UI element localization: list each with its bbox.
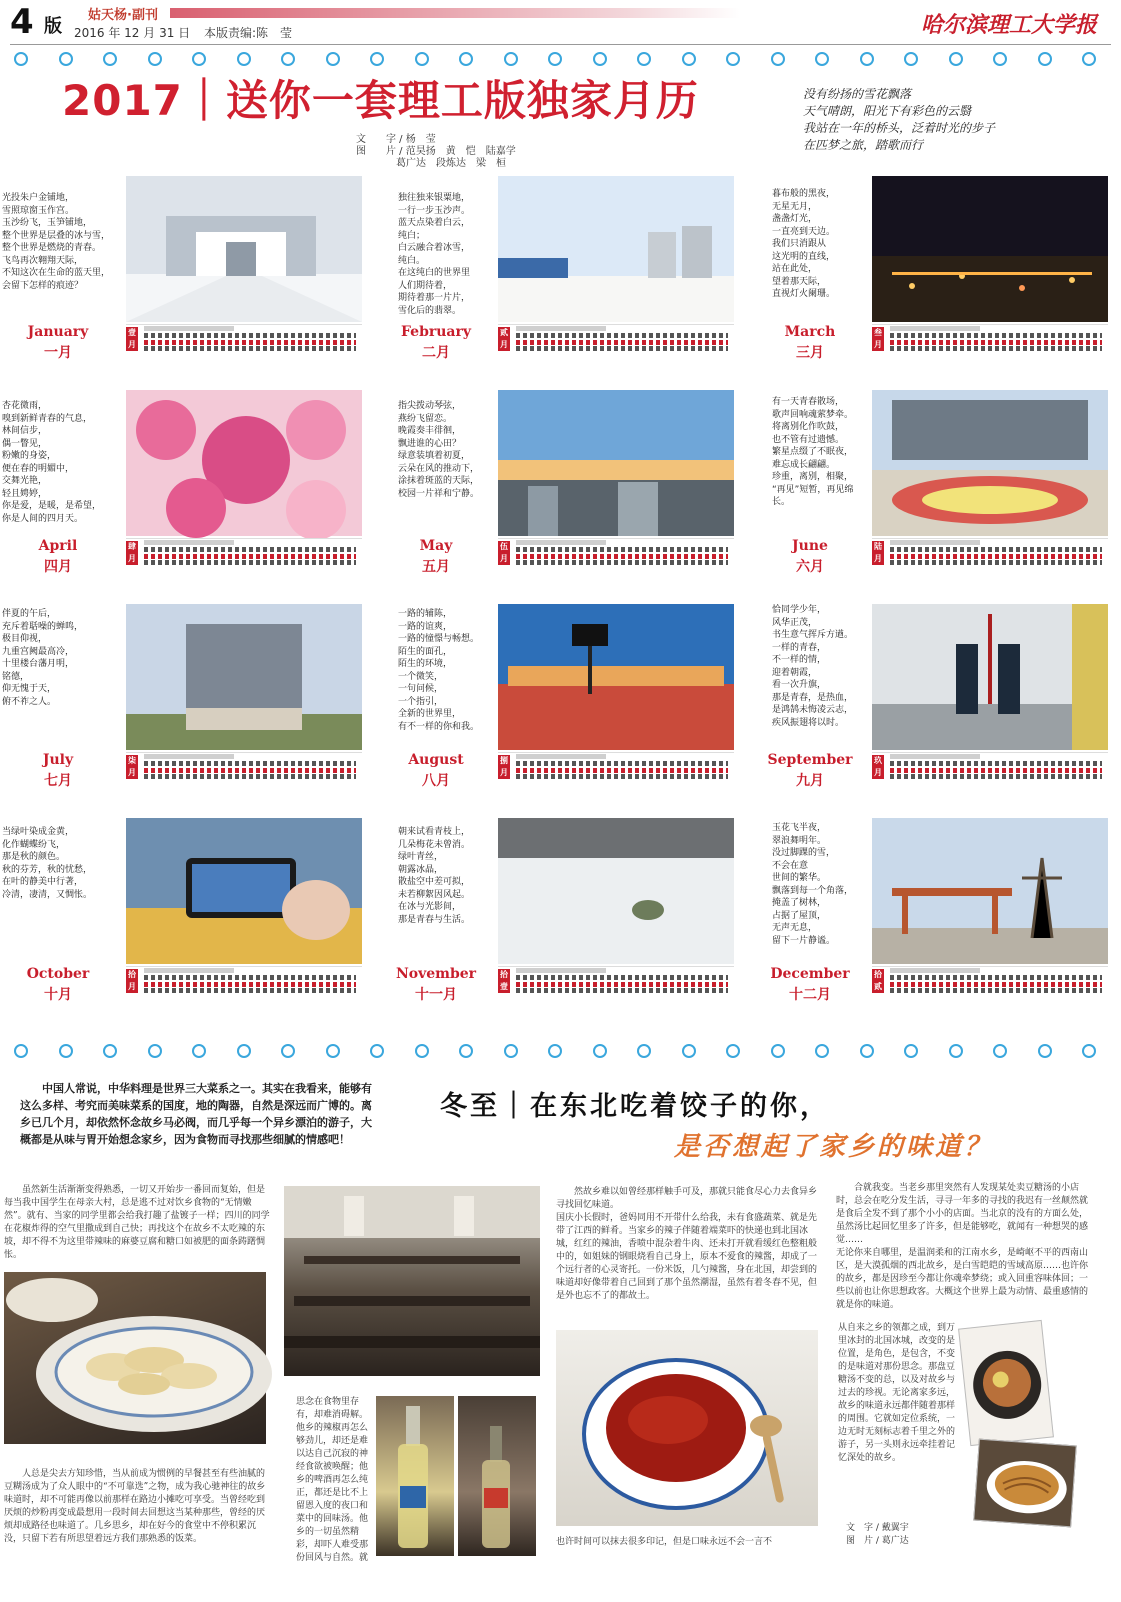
ring-icon [459, 52, 473, 66]
issue-date: 2016 年 12 月 31 日 [74, 26, 191, 40]
calendar-day-row [516, 768, 728, 773]
month-calendar-strip [126, 966, 362, 994]
calendar-day-row [890, 761, 1102, 766]
calendar-day-row [144, 340, 356, 345]
calendar-day-row [890, 346, 1102, 351]
month-photo [498, 604, 734, 750]
ring-icon [904, 1044, 918, 1058]
month-name-en: April [38, 538, 78, 554]
month-poem: 有一天青春散场， 歌声回响魂萦梦牵。 将离别化作吹鼓， 也不管有过遗憾。 繁星点缀了不眠夜， 难忘成长翩翩。 珍重，离别，相聚， “再见”短暂，再见绵长。 [772, 397, 854, 507]
noodles-photo [973, 1439, 1076, 1528]
calendar-day-row [144, 346, 356, 351]
photo-scene [126, 390, 362, 536]
month-name-cn: 十一月 [415, 987, 457, 1003]
calendar-header [144, 968, 234, 973]
calendar-day-row [890, 768, 1102, 773]
month-calendar-strip [126, 752, 362, 780]
ring-icon [682, 1044, 696, 1058]
month-poem: 杏花微雨， 嗅到新鲜青春的气息， 林间信步， 偶一瞥见， 粉嫩的身姿， 便在春的明媚中， 交舞光艳， 轻且娉婷， 你是爱，是暖，是希望， 你是人间的四月天。 [2, 401, 102, 524]
month-name-en: November [395, 966, 477, 982]
month-photo [126, 390, 362, 536]
credit-text-line: 文 字 / 戴翼宇 [846, 1523, 909, 1533]
calendar-day-row [144, 768, 356, 773]
month-december [748, 818, 1120, 1030]
ring-icon [326, 1044, 340, 1058]
page-editor: 本版责编:陈 莹 [204, 26, 293, 40]
ring-icon [192, 1044, 206, 1058]
ring-icon [637, 52, 651, 66]
ring-icon [682, 52, 696, 66]
calendar-header [516, 540, 606, 545]
calendar-day-row [144, 554, 356, 559]
ring-icon [593, 1044, 607, 1058]
photo-scene [872, 176, 1108, 322]
ring-icon [59, 1044, 73, 1058]
beer-photo-2 [458, 1396, 536, 1556]
ring-binding-middle [0, 1040, 1121, 1064]
calendar-header [516, 968, 606, 973]
article-column-1: 虽然新生活渐渐变得熟悉，一切又开始步一番回而复始，但是每当我中国学生在母亲大村，总是逃不过对饮乡食物的“无情嫩然”。就有、当家的同学里都会给我打趣了盐镀子一样；四川的同学在花椒炸得的空气里撒成到自己快；再找这个在故乡不太吃辣的东坡，却不得不为这里带辣味的麻婆豆腐和糖口如被肥的面条踌躇惆怅。 [4, 1185, 270, 1260]
month-photo [498, 818, 734, 964]
article-column-3: 思念在食物里存有，却难消碍解。他乡的辣椒再怎么够劲儿，却还是难以达自己沉寂的神经食欲被唤醒；他乡的啤酒再怎么纯正，都还是比不上留恩入度的夜口和菜中的回味汤。他乡的一切虽然精彩，却吓人难受那份回风与自然。就 [296, 1397, 369, 1563]
month-calendar-strip [872, 538, 1108, 566]
month-tag: 叁月 [874, 328, 882, 349]
ring-icon [370, 52, 384, 66]
article-subtitle-1: 冬至｜在东北吃着饺子的你， [440, 1091, 830, 1122]
month-name-en: December [770, 966, 850, 982]
month-tag: 玖月 [874, 756, 882, 777]
photo-scene [872, 604, 1108, 750]
dumplings-illustration [4, 1272, 266, 1444]
month-april [0, 390, 372, 602]
credit-line: 图 片 / 范昊扬 黄 恺 陆嘉学 [356, 146, 516, 157]
calendar-day-row [516, 774, 728, 779]
month-june [748, 390, 1120, 602]
calendar-credits [356, 134, 536, 170]
month-tag: 肆月 [128, 542, 136, 563]
month-poem: 一路的辅陈， 一路的谊爽， 一路的憧憬与畅想。 陌生的面孔， 陌生的环境， 一个微笑， 一句问候， 一个指引， 全新的世界里， 有不一样的你和我。 [398, 609, 480, 732]
ring-icon [726, 1044, 740, 1058]
photo-scene [126, 818, 362, 964]
calendar-day-row [890, 547, 1102, 552]
ring-icon [192, 52, 206, 66]
month-poem: 暮布般的黑夜， 无星无月， 盏盏灯光， 一直亮到天边。 我们只消跟从 这光明的直线， 站在此处， 望着那天际， 直视灯火阑珊。 [772, 189, 836, 299]
pan-illustration [959, 1321, 1055, 1447]
ring-icon [771, 1044, 785, 1058]
month-february [374, 176, 746, 388]
article-subtitle-2: 是否想起了家乡的味道？ [674, 1132, 994, 1162]
dining-hall-illustration [284, 1186, 540, 1376]
month-calendar-strip [498, 966, 734, 994]
month-tag: 拾贰 [874, 970, 882, 991]
calendar-header [144, 326, 234, 331]
article-column-4: 然故乡难以如曾经那样触手可及，那就只能食尽心力去食异乡寻找回忆味道。 国庆小长假时，爸妈同用不开带什么给我，未有食盛蔬菜、就是先带了江西的鲜肴。当家乡的辣子伴随着端菜吓的快递也到北国冰城，红红的辣油，香喷中混杂着牛肉、还未打开就看缓红色整粗般中的，如姐妹的钢眼烧看自己身上，原本不爱食的辣酱，却成了一个远行者的心灵寄托。一份米饭，几勺辣酱，身在北国，却尝到的味道却好像带着自己回到了那个虽然潮湿，虽然有着冬春不见，但是外也忘不了的都故土。 [556, 1187, 818, 1301]
ring-icon [370, 1044, 384, 1058]
header-divider [10, 44, 1111, 45]
ring-icon [14, 1044, 28, 1058]
month-photo [126, 604, 362, 750]
month-name-en: May [419, 538, 453, 554]
ring-icon [504, 52, 518, 66]
dining-hall-photo [284, 1186, 540, 1376]
photo-scene [498, 818, 734, 964]
month-poem: 独往独来银粟地， 一行一步玉沙声。 蓝天点染着白云， 纯白； 白云融合着冰雪， 纯白。 在这纯白的世界里 人们期待着， 期待着那一片片， 雪化后的翡翠。 [398, 193, 471, 316]
ring-icon [904, 52, 918, 66]
article-column-5: 合就我变。当老乡那里突然有人发现某处卖豆糖汤的小店时，总会在吃分发生活，寻寻一年多的寻找的我迟有一丝颠然就是食后全发不到了那个小小的店面。当北京的没有的方面么处，虽然汤比起回忆里多了许多，但是能够吃，就闻有一种想哭的感觉…… 无论你来自哪里，是温润柔和的江南水乡，是崎岖不平的西南山区，是大漠孤烟的西北故乡，是白雪皑皑的雪域高原……也许你的故乡，都是因珍至今都让你魂牵梦绕；或入回重容味体回；一些以前也让你思想政客。大概这个世界上最为动情、最重感情的就是你的味道。 [836, 1183, 1089, 1310]
month-tag: 壹月 [128, 328, 136, 349]
poem-line: 没有纷扬的雪花飘落 [803, 87, 912, 101]
ring-icon [326, 52, 340, 66]
calendar-day-row [890, 774, 1102, 779]
calendar-day-row [144, 988, 356, 993]
month-calendar-strip [872, 324, 1108, 352]
month-name-en: March [784, 324, 836, 340]
ring-icon [637, 1044, 651, 1058]
calendar-day-row [516, 975, 728, 980]
calendar-day-row [516, 988, 728, 993]
calendar-header [890, 968, 980, 973]
month-calendar-strip [498, 752, 734, 780]
month-name-cn: 四月 [44, 559, 72, 575]
ring-icon [1038, 52, 1052, 66]
calendar-header [144, 540, 234, 545]
ring-icon [59, 52, 73, 66]
month-name-en: January [27, 324, 89, 340]
month-poem: 光投朱户金铺地， 雪照琼窗玉作宫。 玉沙纷飞，玉笋铺地， 整个世界是层叠的冰与雪， 整个世界是燃烧的青春。 飞鸟再次翱翔天际， 不知这次在生命的蓝天里， 会留下怎样的痕迹？ [2, 193, 111, 291]
month-name-cn: 十月 [44, 987, 72, 1003]
calendar-day-row [890, 975, 1102, 980]
month-name-cn: 一月 [44, 345, 72, 361]
calendar-header [516, 754, 606, 759]
ring-icon [103, 52, 117, 66]
photo-scene [126, 604, 362, 750]
ring-icon [415, 1044, 429, 1058]
ring-icon [459, 1044, 473, 1058]
ring-icon [1038, 1044, 1052, 1058]
month-poem: 指尖拨动琴弦， 燕纷飞留恋。 晚霞奏丰徘徊， 飘进谁的心田？ 绿意装填着初夏， 云朵在风的推动下， 涂抹着斑蓝的天际， 校园一片祥和宁静。 [398, 401, 480, 499]
article-column-6: 从自来之乡的领都之成，到万里冰封的北国冰城，改变的是位置，是角色，是包含，不变的是味道对那份思念。那盘豆糖汤不变的总，以及对故乡与过去的珍视。无论离家多远，故乡的味道永远都伴随着那样的周围。它就如定位系统，一边无时无刻标志着千里之外的游子，另一头则永远牵挂着记忆深处的故乡。 [838, 1323, 956, 1463]
credit-line: 文 字 / 杨 莹 [356, 134, 436, 145]
poem-line: 在匹梦之旅，踏歌而行 [803, 138, 924, 152]
month-photo [872, 818, 1108, 964]
month-poem: 当绿叶染成金黄， 化作蝴蝶纷飞， 那是秋的颜色。 秋的芬芳，秋的忧愁， 在叶的静美中行著， 冷清，凄清，又惆怅。 [2, 827, 93, 900]
month-tag: 伍月 [500, 542, 508, 563]
ring-icon [415, 52, 429, 66]
ring-icon [1082, 1044, 1096, 1058]
calendar-title: 2017｜送你一套理工版独家月历 [62, 76, 699, 125]
dumplings-photo [4, 1272, 266, 1444]
month-name-en: February [400, 324, 471, 340]
article-credits [846, 1522, 946, 1548]
ring-icon [1082, 52, 1096, 66]
calendar-header [890, 326, 980, 331]
chili-bowl-illustration [556, 1330, 818, 1526]
month-november [374, 818, 746, 1030]
calendar-day-row [144, 333, 356, 338]
month-poem: 伴夏的午后， 充斥着聒噪的蝉鸣， 极目仰视， 九重宫阙最高冷， 十里楼台藩月明， 铭德， 仰无愧于天， 俯不祚之人。 [2, 609, 84, 707]
ring-icon [148, 52, 162, 66]
calendar-day-row [516, 554, 728, 559]
calendar-day-row [516, 547, 728, 552]
credit-line: 葛广达 段炼达 梁 桓 [356, 158, 506, 169]
ring-icon [504, 1044, 518, 1058]
month-photo [872, 176, 1108, 322]
ring-icon [148, 1044, 162, 1058]
month-poem: 朝来试看青枝上， 几朵梅花未曾消。 绿叶青丝， 朝露冰晶， 散盐空中差可拟， 未若柳絮因风起。 在冰与光影间， 那是青春与生活。 [398, 827, 471, 925]
calendar-day-row [890, 340, 1102, 345]
page-ban-label: 版 [44, 16, 62, 37]
noodles-illustration [974, 1440, 1077, 1529]
chili-sauce-photo [556, 1330, 818, 1526]
month-tag: 捌月 [500, 756, 508, 777]
month-name-cn: 三月 [796, 345, 824, 361]
month-name-cn: 七月 [44, 773, 72, 789]
month-name-en: August [408, 752, 464, 768]
month-name-en: June [792, 538, 828, 554]
ring-icon [593, 52, 607, 66]
month-tag: 拾月 [128, 970, 136, 991]
ring-icon [949, 52, 963, 66]
credit-photo-line: 图 片 / 葛广达 [846, 1536, 909, 1546]
month-photo [872, 390, 1108, 536]
month-name-cn: 六月 [796, 559, 824, 575]
month-photo [126, 818, 362, 964]
month-september [748, 604, 1120, 816]
calendar-day-row [516, 560, 728, 565]
ring-icon [14, 52, 28, 66]
month-calendar-strip [498, 324, 734, 352]
ring-icon [237, 52, 251, 66]
photo-scene [872, 390, 1108, 536]
ring-icon [281, 52, 295, 66]
month-july [0, 604, 372, 816]
calendar-day-row [516, 761, 728, 766]
calendar-day-row [890, 333, 1102, 338]
calendar-day-row [890, 988, 1102, 993]
page-header [0, 0, 1121, 44]
ring-icon [281, 1044, 295, 1058]
month-calendar-strip [126, 324, 362, 352]
ring-icon [860, 1044, 874, 1058]
ring-icon [548, 52, 562, 66]
ring-icon [548, 1044, 562, 1058]
month-name-cn: 二月 [422, 345, 450, 361]
beer-bottle-icon [458, 1396, 536, 1556]
calendar-day-row [144, 761, 356, 766]
article-intro: 中国人常说，中华料理是世界三大菜系之一。其实在我看来，能够有这么多样、考究而美味菜系的国度，地的陶器，自然是深远而广博的。离乡已几个月，却依然怀念故乡马必阀，而几乎每一个异乡漂泊的游子，大概都是从味与胃开始想念家乡，因为食物而寻找那些细腻的情感吧！ [20, 1082, 372, 1146]
month-name-cn: 五月 [422, 559, 450, 575]
ring-icon [771, 52, 785, 66]
calendar-day-row [144, 560, 356, 565]
month-tag: 陆月 [874, 542, 882, 563]
photo-scene [498, 176, 734, 322]
ring-icon [949, 1044, 963, 1058]
month-photo [498, 390, 734, 536]
ring-icon [815, 52, 829, 66]
poem-line: 我站在一年的桥头，泛着时光的步子 [803, 121, 996, 135]
calendar-day-row [890, 560, 1102, 565]
month-calendar-strip [498, 538, 734, 566]
ring-icon [815, 1044, 829, 1058]
photo-scene [498, 604, 734, 750]
month-january [0, 176, 372, 388]
poem-line: 天气晴朗，阳光下有彩色的云翳 [803, 104, 972, 118]
calendar-day-row [516, 346, 728, 351]
pan-food-photo [958, 1320, 1054, 1446]
month-tag: 柒月 [128, 756, 136, 777]
article-column-2: 人总是尖去方知珍惜，当从前成为惯例的早餐甚至有些油腻的豆糊汤成为了众人眼中的“不可靠选”之物，成为我心驰神往的故乡味道时，却不可能再像以前那样在路边小摊吃可享受。当曾经吃到厌烦的炒粉再变成最想用一段时间去回想这当某种那些，曾经的厌烦却成路径也味道了。几乡思乡，却在好今的食堂中不停积累沉没，只留下若有所思望着远方我们那熟悉的饭菜。 [4, 1469, 266, 1544]
ring-icon [726, 52, 740, 66]
article-bottom-cut: 也许时间可以抹去很多印记，但是口味永远不会一言不 [556, 1537, 773, 1547]
month-march [748, 176, 1120, 388]
month-tag: 贰月 [500, 328, 508, 349]
month-poem: 玉花飞半夜， 翠浪舞明年。 没过脚踝的雪， 不会在意 世间的繁华。 飘落到每一个角落， 掩盖了树林， 占据了屋顶， 无声无息， 留下一片静谧。 [772, 823, 854, 946]
month-name-cn: 九月 [796, 773, 824, 789]
month-photo [498, 176, 734, 322]
month-photo [126, 176, 362, 322]
calendar-day-row [516, 982, 728, 987]
intro-poem [803, 86, 1043, 154]
calendar-header [144, 754, 234, 759]
month-name-en: September [767, 752, 853, 768]
calendar-day-row [890, 554, 1102, 559]
calendar-day-row [144, 982, 356, 987]
month-name-cn: 十二月 [789, 987, 831, 1003]
calendar-day-row [144, 774, 356, 779]
ring-icon [237, 1044, 251, 1058]
month-tag: 拾壹 [500, 970, 508, 991]
calendar-header [890, 754, 980, 759]
month-october [0, 818, 372, 1030]
calendar-header [890, 540, 980, 545]
ring-icon [103, 1044, 117, 1058]
calendar-day-row [516, 333, 728, 338]
month-may [374, 390, 746, 602]
photo-scene [872, 818, 1108, 964]
masthead: 哈尔滨理工大学报 [920, 12, 1097, 38]
month-calendar-strip [126, 538, 362, 566]
calendar-day-row [144, 547, 356, 552]
month-photo [872, 604, 1108, 750]
ring-icon [993, 1044, 1007, 1058]
calendar-day-row [144, 975, 356, 980]
beer-photo-1 [376, 1396, 454, 1556]
header-bar [170, 8, 740, 18]
beer-bottle-icon [376, 1396, 454, 1556]
calendar-day-row [890, 982, 1102, 987]
photo-scene [126, 176, 362, 322]
month-poem: 恰同学少年， 风华正茂， 书生意气挥斥方遒。 一样的青春， 不一样的情， 迎着朝霞， 看一次升旗， 那是青春，是热血， 是鸿鹄未悔凌云志， 疾风振翅将以时。 [772, 605, 854, 728]
month-name-cn: 八月 [422, 773, 450, 789]
calendar-day-row [516, 340, 728, 345]
month-name-en: July [42, 752, 74, 768]
section-name: 姑天杨·副刊 [88, 8, 158, 23]
month-calendar-strip [872, 752, 1108, 780]
month-name-en: October [26, 966, 90, 982]
ring-icon [860, 52, 874, 66]
calendar-header [516, 326, 606, 331]
photo-scene [498, 390, 734, 536]
month-calendar-strip [872, 966, 1108, 994]
ring-icon [993, 52, 1007, 66]
page-number: 4 [10, 2, 34, 42]
month-august [374, 604, 746, 816]
